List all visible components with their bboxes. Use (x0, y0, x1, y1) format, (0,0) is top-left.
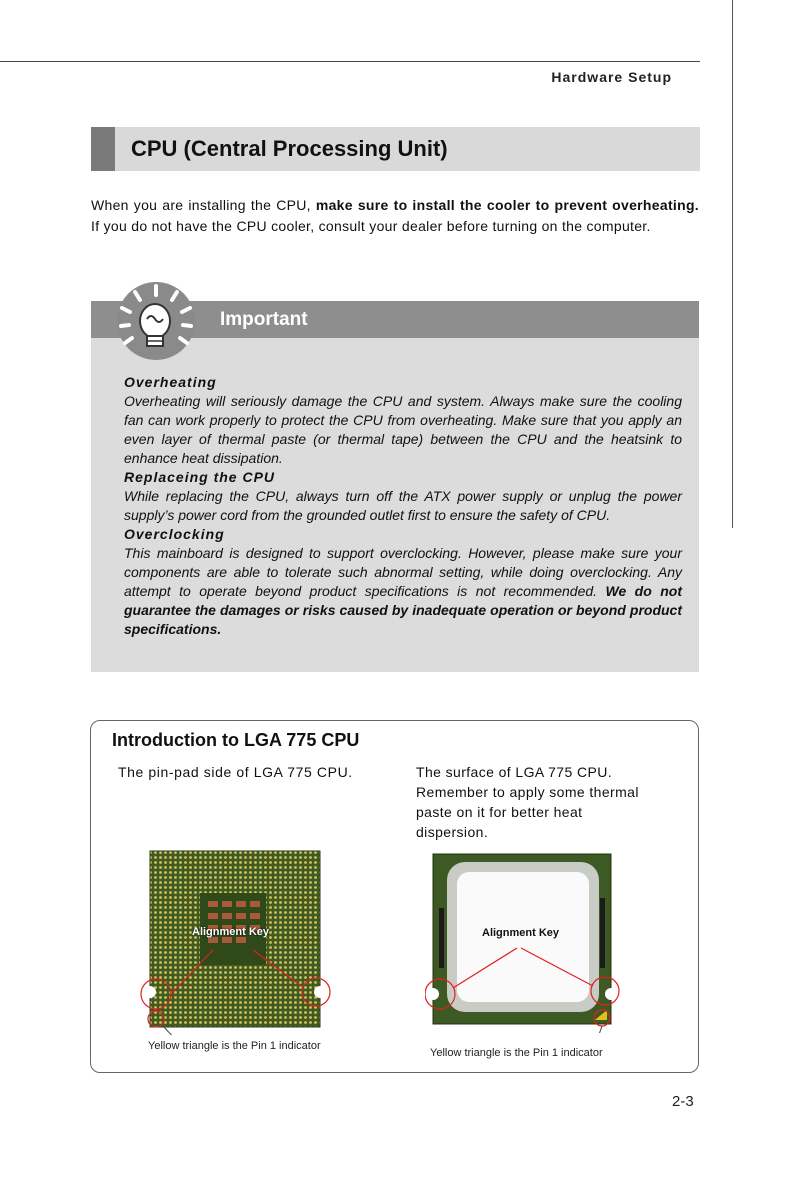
pin1-caption-right: Yellow triangle is the Pin 1 indicator (430, 1047, 603, 1059)
replacing-text: While replacing the CPU, always turn off the ATX power supply or unplug the power supply’s power cord from the grounded outlet first to ensure the safety of CPU. (124, 488, 682, 523)
alignment-key-label-left: Alignment Key (192, 926, 270, 938)
overclocking-text-body: This mainboard is designed to support overclocking. However, please make sure your components are able to tolerate such abnormal setting, while doing overclocking. Any attempt to operate beyond product specifications is not recommended. (124, 545, 682, 599)
intro-bold: make sure to install the cooler to prevent overheating. (315, 197, 699, 213)
section-heading-bar (91, 127, 700, 171)
intro-rest: If you do not have the CPU cooler, consult your dealer before turning on the computer. (91, 218, 651, 234)
page-number: 2-3 (672, 1093, 694, 1110)
intro-paragraph (91, 195, 699, 237)
overclocking-heading: Overclocking (124, 526, 225, 542)
header-rule (0, 61, 700, 62)
intro-lead: When you are installing the CPU, (91, 197, 316, 213)
important-body (124, 373, 682, 639)
pin1-caption-left: Yellow triangle is the Pin 1 indicator (148, 1040, 321, 1052)
important-title: Important (220, 309, 308, 330)
overclocking-warning: We do not guarantee the damages or risks caused by inadequate operation or beyond product specifications. (124, 583, 682, 637)
overheating-heading: Overheating (124, 374, 217, 390)
page-edge-line (732, 0, 733, 528)
lga-pin-side-text: The pin-pad side of LGA 775 CPU. (118, 764, 353, 780)
cpu-pin-side-image (138, 845, 338, 1035)
section-title: CPU (Central Processing Unit) (131, 136, 448, 161)
overheating-text: Overheating will seriously damage the CPU and system. Always make sure the cooling fan can work properly to protect the CPU from overheating. Make sure that you apply an even layer of thermal paste (or thermal tape) between the CPU and the heatsink to enhance heat dissipation. (124, 393, 682, 466)
running-header: Hardware Setup (551, 69, 672, 85)
replacing-heading: Replaceing the CPU (124, 469, 276, 485)
lga-title: Introduction to LGA 775 CPU (112, 730, 360, 750)
alignment-key-label-right: Alignment Key (482, 927, 560, 939)
section-heading-tab (91, 127, 115, 171)
overclocking-text (124, 544, 682, 639)
lga-surface-text: The surface of LGA 775 CPU. Remember to apply some thermal paste on it for better heat dispersion. (416, 764, 639, 840)
lightbulb-icon (113, 281, 199, 361)
cpu-surface-image (425, 848, 625, 1033)
